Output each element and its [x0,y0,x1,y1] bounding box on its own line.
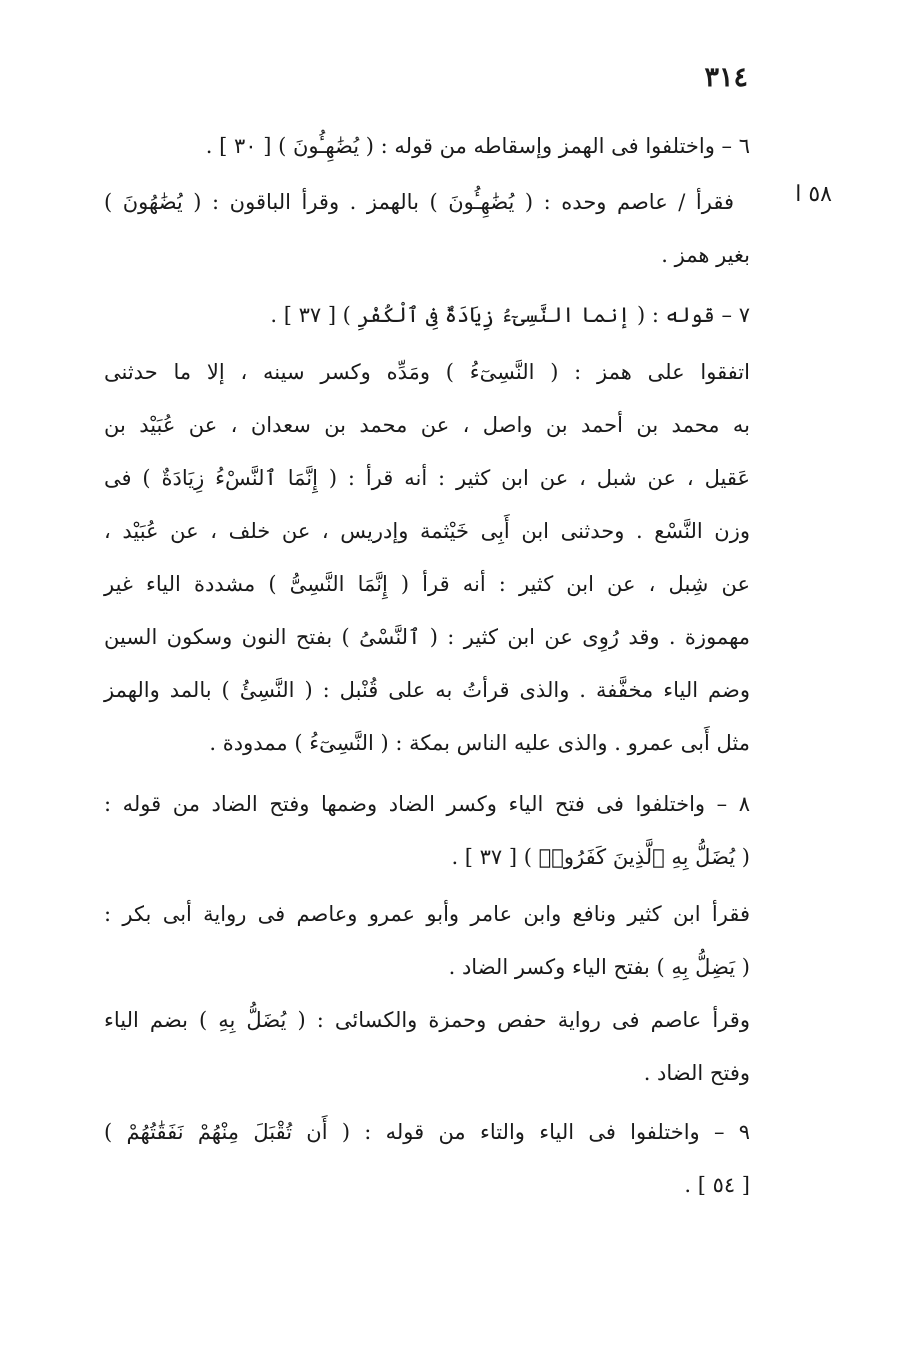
text-line: وضم الياء مخفَّفة . والذى قرأتُ به على قُنْبل : ( النَّسِىُٔ ) بالمد والهمز [104,678,750,702]
text-line: فقرأ / عاصم وحده : ( يُضَٰهِـُٔونَ ) بالهمز . وقرأ الباقون : ( يُضَٰهُونَ ) [104,190,734,214]
text-line: [ ٥٤ ] . [684,1173,750,1197]
paragraph-reading-8b [104,994,750,1100]
paragraph-item-7 [104,289,750,342]
page-number: ٣١٤ [704,62,748,93]
text-line: ٧ – قوله : ( إنما النَّسِىٓءُ زِيَادَةٌ فِى ٱلْكُفْرِ ) [ ٣٧ ] . [270,303,750,327]
text-line: ( يُضَلُّ بِهِ ٱلَّذِينَ كَفَرُوا۟ ) [ ٣٧ ] . [451,845,750,869]
paragraph-reading-8a [104,888,750,994]
text-line: به محمد بن أحمد بن واصل ، عن محمد بن سعدان ، عن عُبَيْد بن [104,413,750,437]
text-line: وفتح الضاد . [643,1061,750,1085]
margin-note: ٥٨ ا [795,182,832,207]
text-line: ٦ – واختلفوا فى الهمز وإسقاطه من قوله : ( يُضَٰهِـُٔونَ ) [ ٣٠ ] . [205,134,750,158]
paragraph-reading-6 [104,176,750,282]
text-line: مثل أَبى عمرو . والذى عليه الناس بمكة : ( النَّسِىٓءُ ) ممدودة . [209,731,750,755]
text-line: وقرأ عاصم فى رواية حفص وحمزة والكسائى : ( يُضَلُّ بِهِ ) بضم الياء [104,1008,750,1032]
text-line: اتفقوا على همز : ( النَّسِىٓءُ ) ومَدِّه وكسر سينه ، إلا ما حدثنى [104,360,750,384]
text-line: عَقيل ، عن شبل ، عن ابن كثير : أنه قرأ : ( إِنَّمَا ٱلنَّسْءُ زِيَادَةٌ ) فى [104,466,750,490]
paragraph-item-8 [104,778,750,884]
text-line: ٩ – واختلفوا فى الياء والتاء من قوله : ( أَن تُقْبَلَ مِنْهُمْ نَفَقَٰتُهُمْ ) [104,1120,750,1144]
text-line: مهموزة . وقد رُوِى عن ابن كثير : ( ٱلنَّسْىُ ) بفتح النون وسكون السين [104,625,750,649]
text-line: فقرأ ابن كثير ونافع وابن عامر وأبو عمرو وعاصم فى رواية أبى بكر : [104,902,750,926]
paragraph-item-9 [104,1106,750,1212]
paragraph-reading-7 [104,346,750,770]
paragraph-item-6 [104,120,750,173]
text-line: بغير همز . [661,243,750,267]
text-line: ٨ – واختلفوا فى فتح الياء وكسر الضاد وضمها وفتح الضاد من قوله : [104,792,750,816]
text-line: ( يَضِلُّ بِهِ ) بفتح الياء وكسر الضاد . [448,955,750,979]
text-line: عن شِبل ، عن ابن كثير : أنه قرأ ( إِنَّمَا النَّسِىُّ ) مشددة الياء غير [104,572,750,596]
text-line: وزن النَّسْع . وحدثنى ابن أَبِى خَيْثمة وإدريس ، عن خلف ، عن عُبَيْد ، [104,519,750,543]
